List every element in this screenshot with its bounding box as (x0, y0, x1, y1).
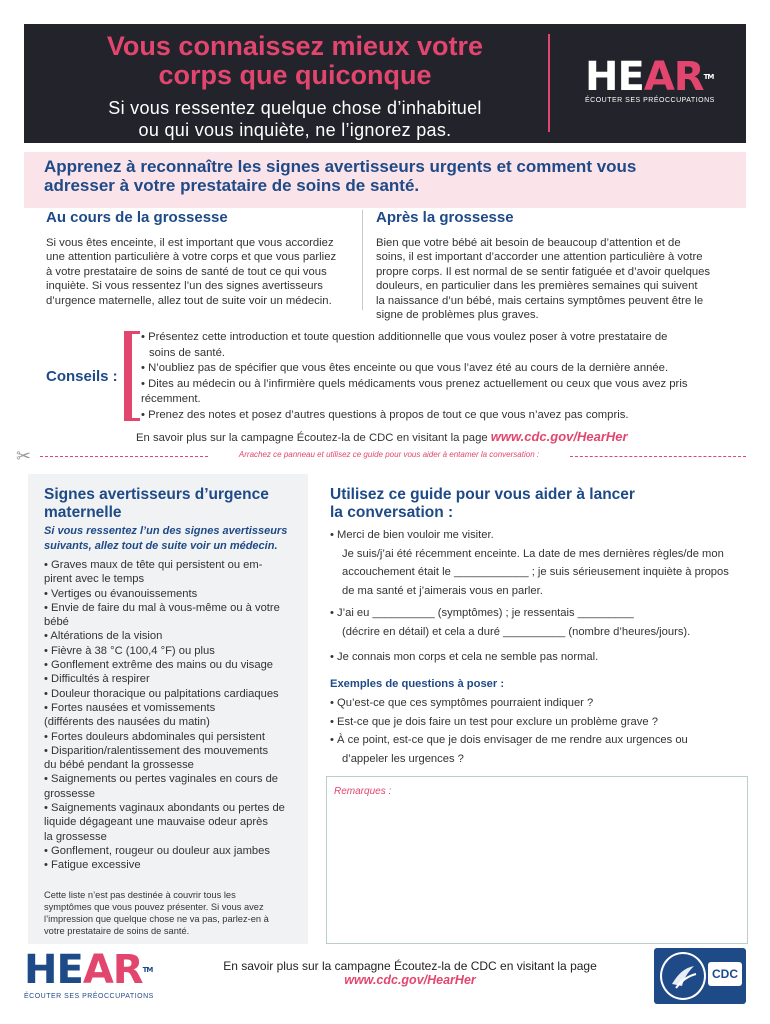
list-item: • Altérations de la vision (44, 630, 163, 643)
warning-signs-intro: Si vous ressentez l’un des signes avertisseurs suivants, allez tout de suite voir un médecin. (44, 525, 288, 552)
footer-link[interactable]: www.cdc.gov/HearHer (344, 973, 476, 987)
guide-statement: • Je connais mon corps et cela ne semble pas normal. (330, 651, 599, 663)
list-item: bébé (44, 616, 69, 629)
page-title: Vous connaissez mieux votre corps que quiconque (106, 31, 484, 90)
list-item: • Envie de faire du mal à vous-même ou à votre (44, 601, 280, 614)
column-divider (362, 210, 363, 310)
hear-logo: HEAR™ (585, 54, 714, 100)
page-subtitle: Si vous ressentez quelque chose d’inhabituel ou qui vous inquiète, ne l’ignorez pas. (108, 98, 482, 140)
guide-title: Utilisez ce guide pour vous aider à lancer la conversation : (330, 486, 635, 521)
cut-instruction: Arrachez ce panneau et utilisez ce guide pour vous aider à entamer la conversation : (238, 450, 540, 459)
example-questions: • Qu’est-ce que ces symptômes pourraient indiquer ? • Est-ce que je dois faire un test pour exclure un problème grave ? • À ce point, est-ce que je dois envisager de me rendre aux urgences ou d’appeler les urgences ? (330, 697, 688, 765)
pregnancy-heading: Au cours de la grossesse (46, 209, 228, 226)
list-item: • Vertiges ou évanouissements (44, 587, 198, 600)
list-item: • Douleur thoracique ou palpitations cardiaques (44, 687, 279, 700)
tips-label: Conseils : (46, 368, 118, 385)
tip-line: • N’oubliez pas de spécifier que vous êtes enceinte ou que vous l’avez été au cours de la dernière année. (141, 362, 669, 375)
warning-signs-list (44, 558, 306, 873)
tip-line: • Dites au médecin ou à l’infirmière quels médicaments vous prenez actuellement ou ceux que vous avez pris (141, 377, 688, 390)
list-item: • Saignements ou pertes vaginales en cours de (44, 773, 279, 786)
list-item: grossesse (44, 787, 95, 800)
tips-bracket-top (124, 331, 140, 334)
warning-signs-note: Cette liste n’est pas destinée à couvrir tous les symptômes que vous pouvez présenter. Si vous avez l’impression que quelque chose ne va pas, parlez-en à votre prestataire de soins de santé. (44, 890, 269, 936)
postpartum-text: Bien que votre bébé ait besoin de beaucoup d’attention et de soins, il est important d’accorder une attention particulière à votre propre corps. Il est normal de se sentir fatiguée et d’avoir quelques douleurs, en particulier dans les premières semaines qui suivent la naissance d’un bébé, mais certains symptômes peuvent être le signe de problèmes plus graves. (376, 237, 711, 322)
cdc-link[interactable]: www.cdc.gov/HearHer (490, 429, 628, 444)
list-item: • Saignements vaginaux abondants ou pertes de (44, 802, 285, 815)
list-item: • Difficultés à respirer (44, 673, 150, 686)
list-item: • Graves maux de tête qui persistent ou em- (44, 559, 263, 571)
scissors-icon: ✂ (16, 446, 32, 466)
list-item: • Gonflement extrême des mains ou du visage (44, 659, 274, 672)
list-item: liquide dégageant une mauvaise odeur après (44, 816, 268, 829)
list-item: • Fièvre à 38 °C (100,4 °F) ou plus (44, 644, 215, 657)
hhs-seal-icon (660, 952, 706, 1000)
tips-list (141, 330, 721, 424)
list-item: du bébé pendant la grossesse (44, 759, 194, 772)
guide-intro: • Merci de bien vouloir me visiter. Je suis/j’ai été récemment enceinte. La date de mes dernières règles/de mon accouchement était le ____________ ; je suis sérieusement inquiète à propos de ma santé et j’aimerais vous en parler. (330, 529, 729, 597)
cut-line-right (570, 456, 746, 457)
banner-text: Apprenez à reconnaître les signes avertisseurs urgents et comment vous adresser à votre prestataire de soins de santé. (44, 157, 637, 195)
tips-bracket-bottom (124, 418, 140, 421)
tips-bracket (124, 331, 132, 421)
header-divider (548, 34, 550, 132)
notes-box[interactable] (326, 776, 748, 944)
cut-line-left (40, 456, 208, 457)
notes-label: Remarques : (334, 786, 392, 797)
list-item: • Fatigue excessive (44, 859, 141, 872)
list-item: la grossesse (44, 830, 107, 843)
list-item: pirent avec le temps (44, 573, 145, 586)
list-item: • Disparition/ralentissement des mouvements (44, 744, 269, 757)
hear-logo-footer-tagline: ÉCOUTER SES PRÉOCCUPATIONS (24, 993, 154, 1000)
footer-text: En savoir plus sur la campagne Écoutez-la de CDC en visitant la page (223, 959, 597, 973)
hear-logo-footer: HEAR™ (24, 947, 153, 993)
pregnancy-text: Si vous êtes enceinte, il est important que vous accordiez une attention particulière à votre corps et que vous parliez à votre prestataire de soins de santé de tout ce qui vous inquiète. Si vous ressentez l’un des signes avertisseurs d’urgence maternelle, allez tout de suite voir un médecin. (46, 237, 337, 307)
tip-line: • Prenez des notes et posez d’autres questions à propos de tout ce que vous n’avez pas compris. (141, 408, 629, 421)
cdc-logo-badge: CDC (708, 962, 742, 986)
warning-signs-title: Signes avertisseurs d’urgence maternelle (44, 486, 269, 521)
list-item: • Fortes nausées et vomissements (44, 701, 216, 714)
examples-title: Exemples de questions à poser : (330, 678, 505, 690)
hear-logo-tagline: ÉCOUTER SES PRÉOCCUPATIONS (585, 97, 715, 104)
tip-line: soins de santé. (149, 346, 225, 359)
guide-symptoms: • J’ai eu __________ (symptômes) ; je ressentais _________ (décrire en détail) et cela a duré __________ (nombre d’heures/jours). (330, 607, 691, 638)
tip-line: récemment. (141, 393, 201, 406)
tip-line: • Présentez cette introduction et toute question additionnelle que vous voulez poser à votre prestataire de (141, 331, 668, 343)
list-item: • Fortes douleurs abdominales qui persistent (44, 730, 265, 743)
list-item: • Gonflement, rougeur ou douleur aux jambes (44, 844, 270, 857)
learn-more-text: En savoir plus sur la campagne Écoutez-la de CDC en visitant la page www.cdc.gov/HearHer (136, 429, 628, 444)
list-item: (différents des nausées du matin) (44, 716, 210, 729)
postpartum-heading: Après la grossesse (376, 209, 514, 226)
